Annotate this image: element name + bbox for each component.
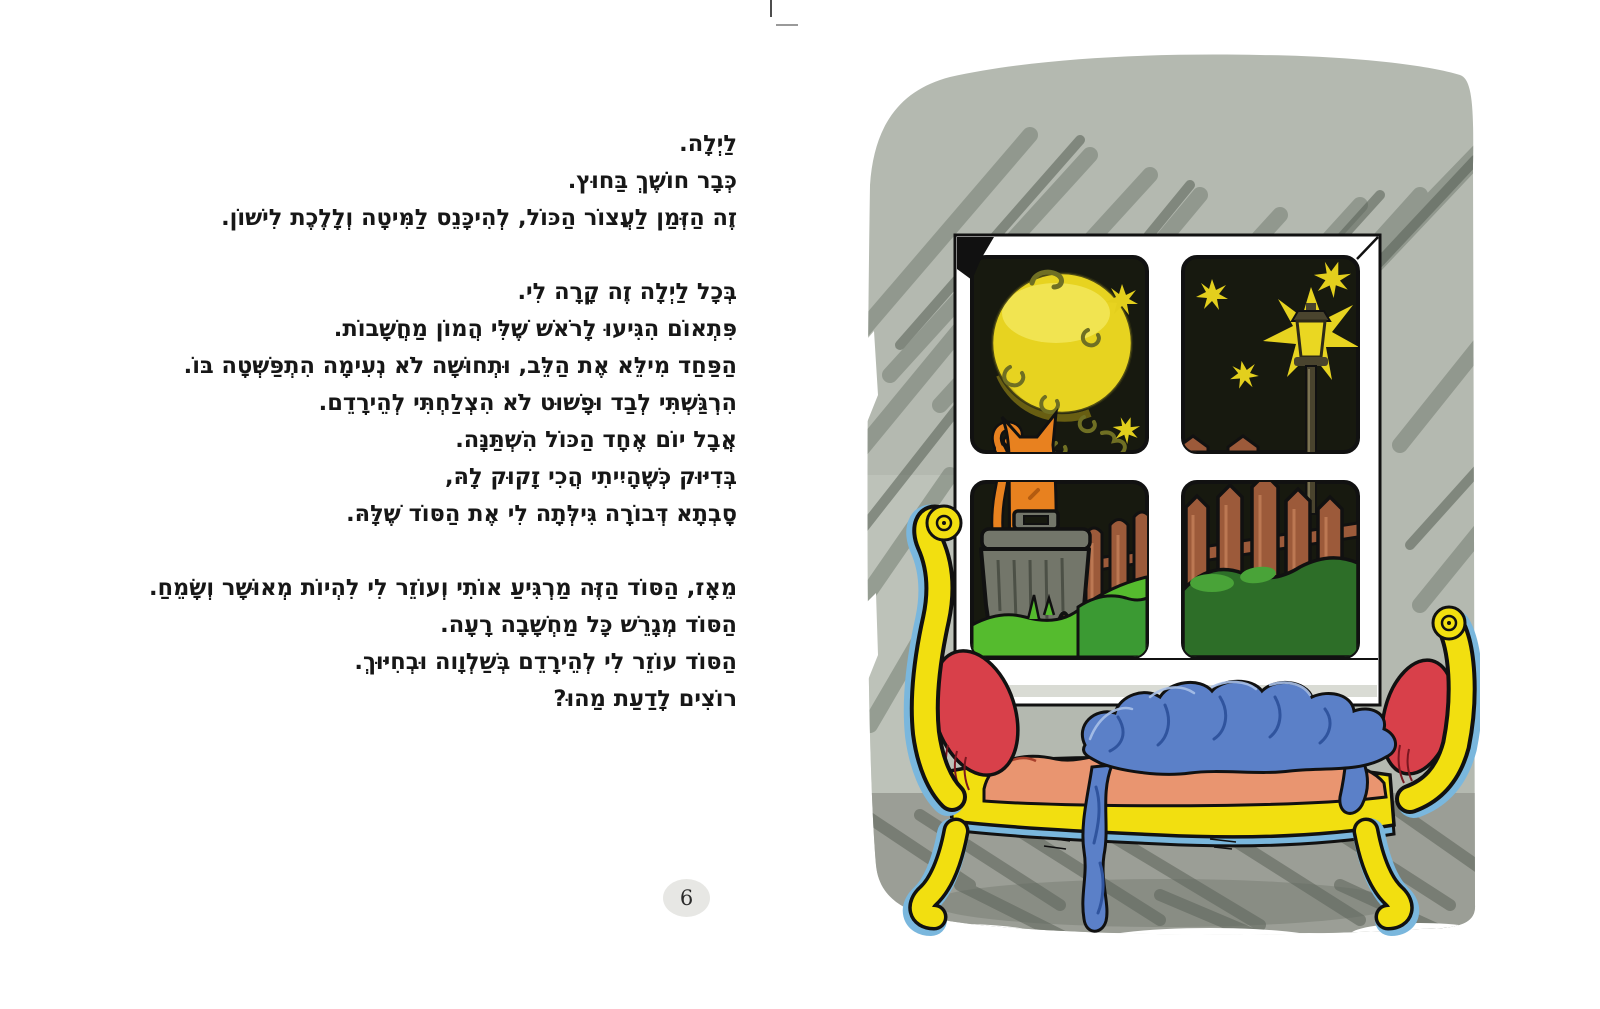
bed-shadow <box>930 879 1400 927</box>
paragraph-2 <box>100 274 737 533</box>
crop-mark-icon <box>770 0 772 17</box>
story-line: לַיְלָה. <box>679 131 737 157</box>
grass-dark-patch <box>1078 596 1147 657</box>
page-number-badge <box>663 879 710 917</box>
story-text <box>100 126 737 718</box>
story-line: פִּתְאוֹם הִגִּיעוּ לָרֹאשׁ שֶׁלִּי הֲמוֹן מַחֲשָׁבוֹת. <box>333 316 737 342</box>
story-line: אֲבָל יוֹם אֶחָד הַכּוֹל הִשְׁתַּנָּה. <box>455 427 737 453</box>
illustration <box>860 45 1480 960</box>
trash-can-lid <box>982 529 1090 549</box>
story-line: זֶה הַזְּמַן לַעֲצוֹר הַכּוֹל, לְהִיכָּנֵס לַמִּיטָה וְלָלֶכֶת לִישׁוֹן. <box>221 205 737 231</box>
story-line: רוֹצִים לָדַעַת מַהוּ? <box>553 686 737 712</box>
story-line: הִרְגַּשְׁתִּי לְבַד וּפָשׁוּט לֹא הִצְלַחְתִּי לְהֵירָדֵם. <box>318 390 737 416</box>
paragraph-3 <box>100 570 737 718</box>
page-number: 6 <box>679 886 694 910</box>
window <box>955 235 1380 705</box>
story-line: מֵאָז, הַסּוֹד הַזֶּה מַרְגִּיעַ אוֹתִי וְעוֹזֵר לִי לִהְיוֹת מְאוּשָׁר וְשָׂמֵחַ. <box>149 575 737 601</box>
paragraph-1 <box>100 126 737 237</box>
moon-highlight <box>1002 283 1110 343</box>
story-line: הַסּוֹד עוֹזֵר לִי לְהֵירָדֵם בְּשַׁלְוָוה וּבְחִיּוּךְ. <box>354 649 737 675</box>
lamp-post <box>1306 366 1316 514</box>
crop-mark-icon <box>776 24 798 26</box>
story-line: בְּדִיּוּק כְּשֶׁהָיִיתִי הֲכִי זָקוּק לָהּ, <box>444 464 737 490</box>
story-line: הַסּוֹד מְגָרֵשׁ כָּל מַחְשָׁבָה רָעָה. <box>440 612 737 638</box>
story-line: כְּבָר חוֹשֶׁךְ בַּחוּץ. <box>567 168 737 194</box>
bush-highlight <box>1190 574 1234 592</box>
story-line: הַפַּחַד מִילֵּא אֶת הַלֵּב, וּתְחוּשָׁה לֹא נְעִימָה הִתְפַּשְּׁטָה בּוֹ. <box>183 353 737 379</box>
story-line: בְּכָל לַיְלָה זֶה קָרָה לִי. <box>517 279 737 305</box>
story-line: סָבְתָא דְּבוֹרָה גִּילְּתָה לִי אֶת הַסּוֹד שֶׁלָּהּ. <box>346 501 737 527</box>
